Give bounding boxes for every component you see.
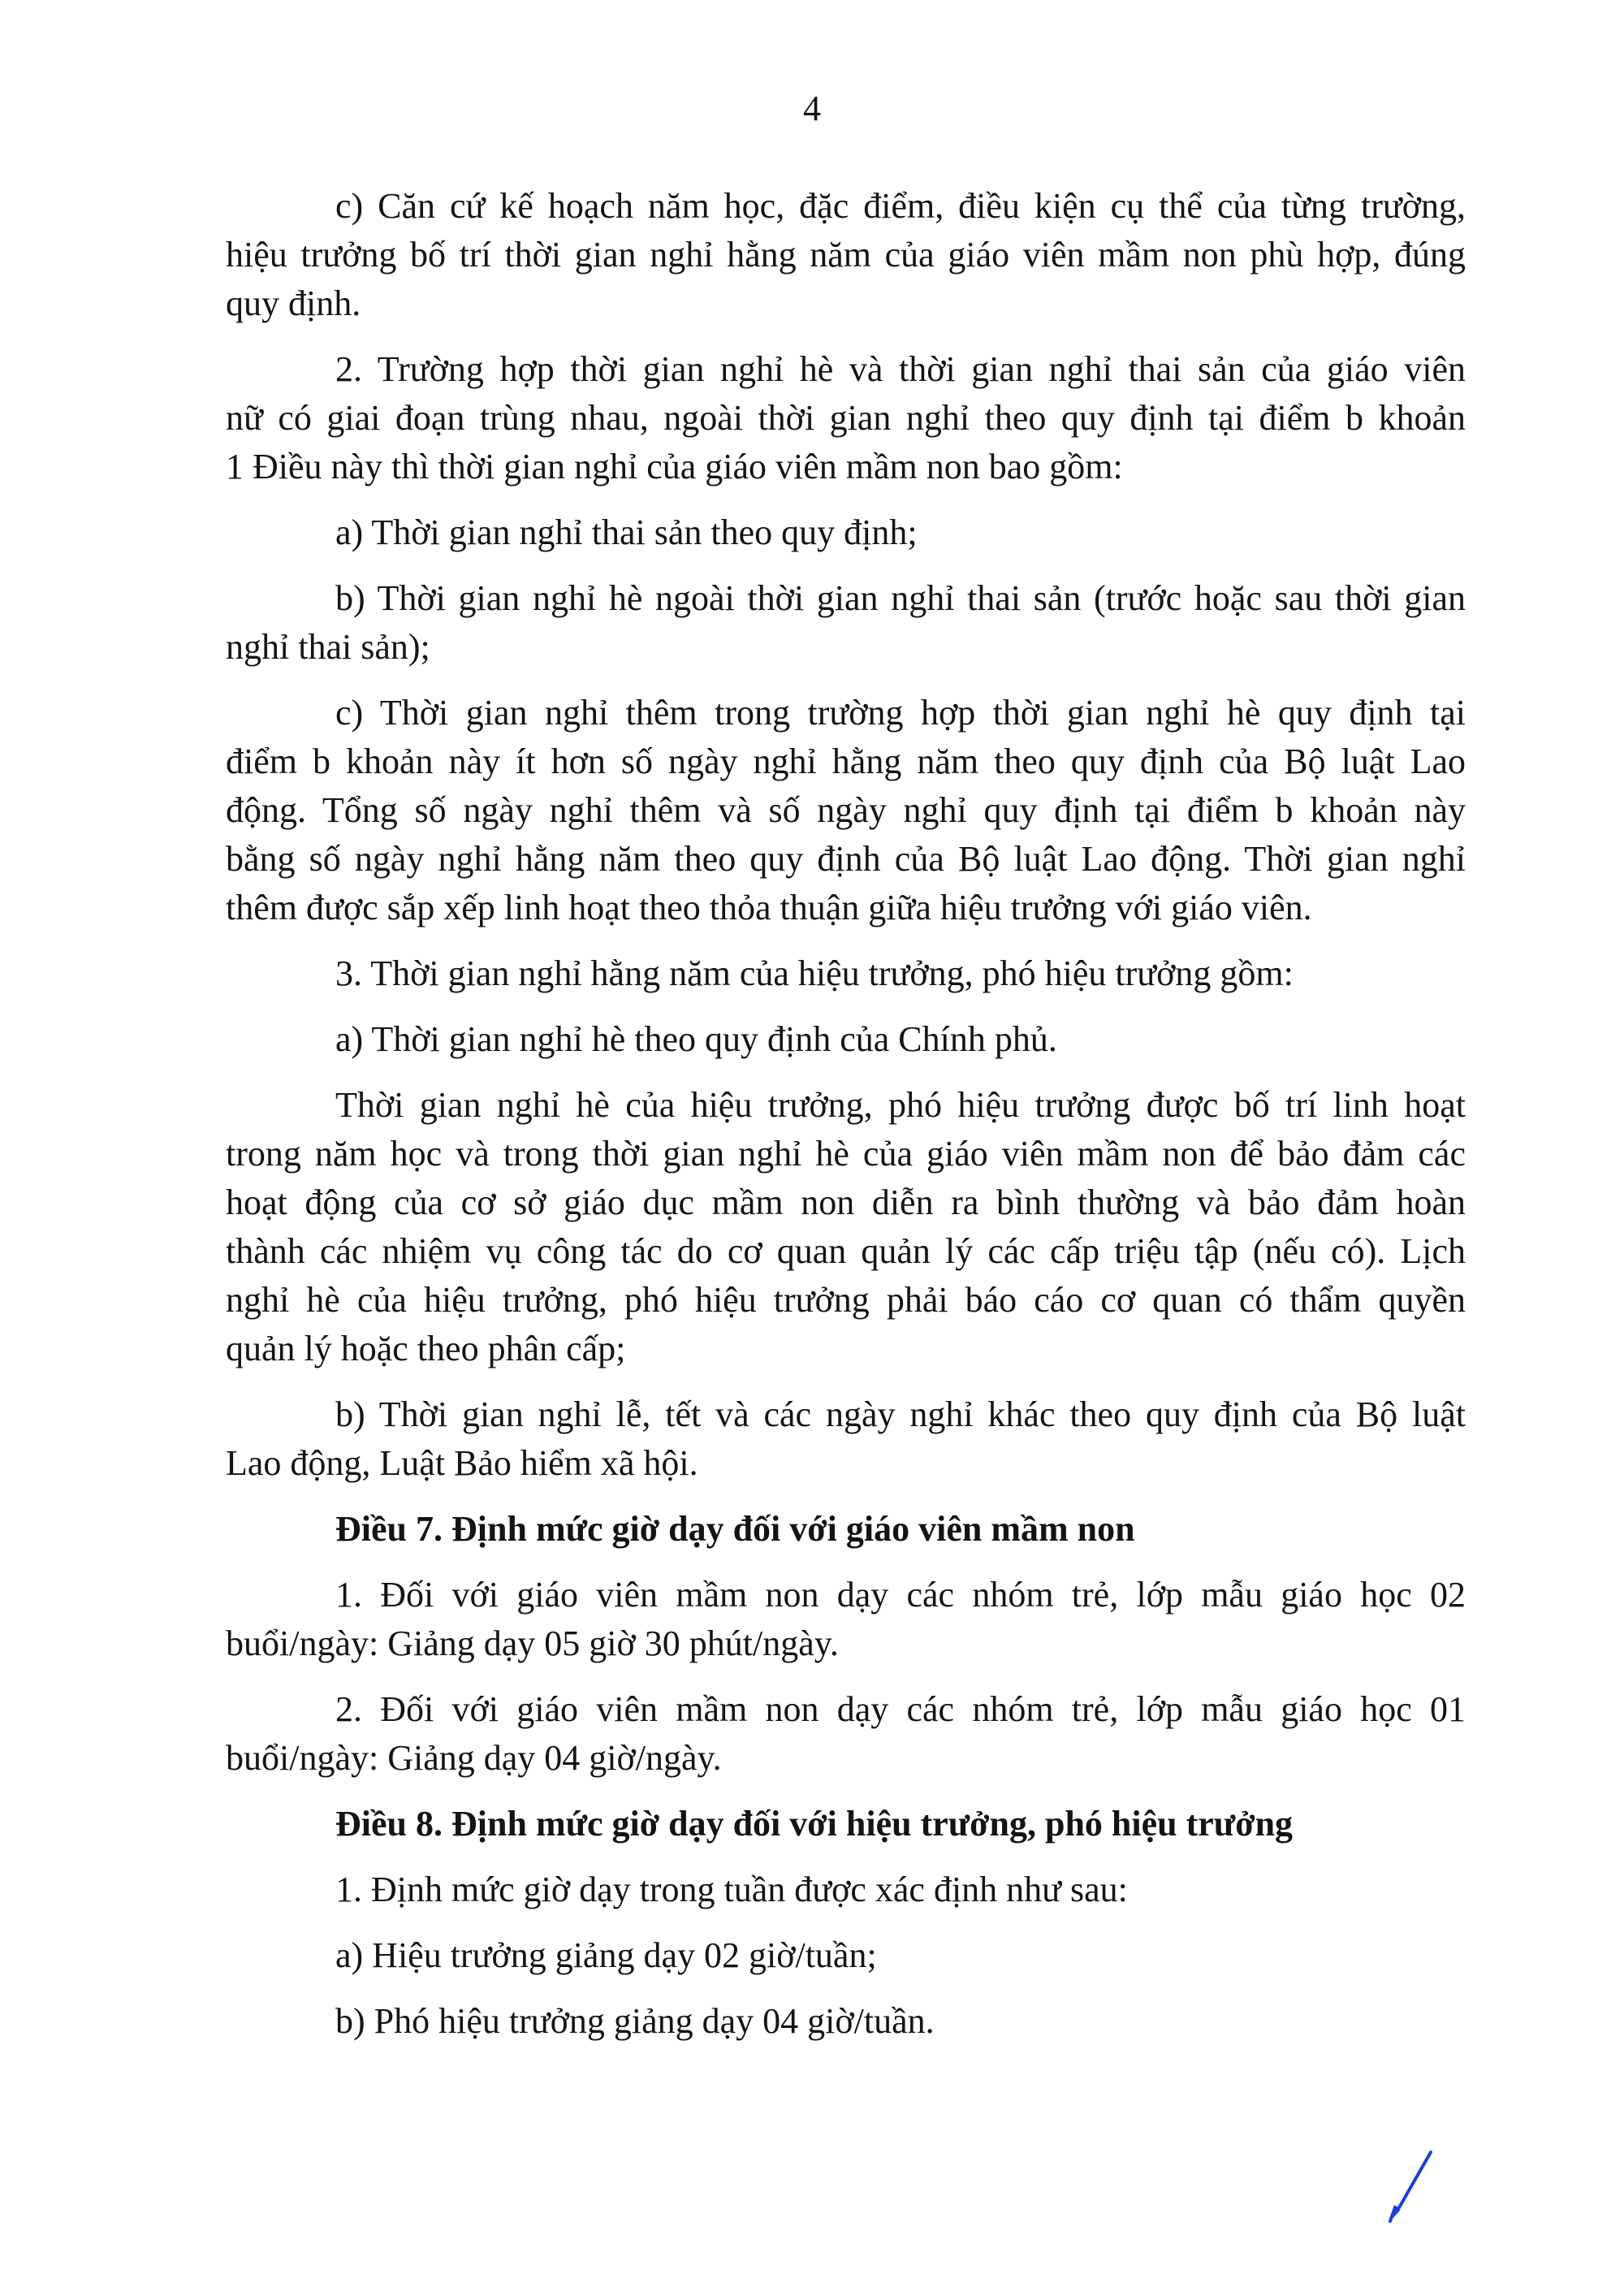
text-line: 1. Định mức giờ dạy trong tuần được xác định như sau: xyxy=(335,1870,1128,1909)
text-line: b) Phó hiệu trưởng giảng dạy 04 giờ/tuần. xyxy=(335,2001,935,2041)
paragraph xyxy=(226,1571,1466,1668)
paragraph xyxy=(226,574,1466,672)
text-line: hoạt động của cơ sở giáo dục mầm non diễn ra bình thường và bảo đảm hoàn xyxy=(226,1182,1466,1222)
paragraph xyxy=(226,345,1466,491)
text-line: 2. Đối với giáo viên mầm non dạy các nhóm trẻ, lớp mẫu giáo học 01 xyxy=(335,1689,1466,1729)
text-line: quản lý hoặc theo phân cấp; xyxy=(226,1329,626,1368)
text-line: Thời gian nghỉ hè của hiệu trưởng, phó hiệu trưởng được bố trí linh hoạt xyxy=(335,1085,1466,1125)
article-heading xyxy=(226,1505,1466,1554)
paragraph xyxy=(226,1081,1466,1373)
text-line: a) Thời gian nghỉ hè theo quy định của Chính phủ. xyxy=(335,1019,1057,1059)
paragraph xyxy=(226,182,1466,328)
text-line: điểm b khoản này ít hơn số ngày nghỉ hằng năm theo quy định của Bộ luật Lao xyxy=(226,741,1466,781)
text-line: Điều 7. Định mức giờ dạy đối với giáo viên mầm non xyxy=(335,1509,1135,1549)
paragraph xyxy=(226,1015,1466,1064)
paragraph xyxy=(226,1931,1466,1980)
text-line: 2. Trường hợp thời gian nghỉ hè và thời gian nghỉ thai sản của giáo viên xyxy=(335,349,1466,389)
paragraph xyxy=(226,949,1466,998)
text-line: c) Thời gian nghỉ thêm trong trường hợp thời gian nghỉ hè quy định tại xyxy=(335,693,1466,733)
paragraph xyxy=(226,689,1466,932)
text-line: trong năm học và trong thời gian nghỉ hè của giáo viên mầm non để bảo đảm các xyxy=(226,1134,1466,1174)
text-line: hiệu trưởng bố trí thời gian nghỉ hằng năm của giáo viên mầm non phù hợp, đúng xyxy=(226,235,1466,275)
text-line: 1 Điều này thì thời gian nghỉ của giáo viên mầm non bao gồm: xyxy=(226,447,1123,486)
text-line: nghỉ thai sản); xyxy=(226,627,430,667)
text-line: nữ có giai đoạn trùng nhau, ngoài thời gian nghỉ theo quy định tại điểm b khoản xyxy=(226,398,1466,438)
paragraph xyxy=(226,1997,1466,2046)
text-line: động. Tổng số ngày nghỉ thêm và số ngày nghỉ quy định tại điểm b khoản này xyxy=(226,790,1466,830)
text-line: bằng số ngày nghỉ hằng năm theo quy định của Bộ luật Lao động. Thời gian nghỉ xyxy=(226,839,1466,879)
text-line: b) Thời gian nghỉ hè ngoài thời gian nghỉ thai sản (trước hoặc sau thời gian xyxy=(335,578,1466,618)
paragraph xyxy=(226,1685,1466,1783)
text-line: buổi/ngày: Giảng dạy 04 giờ/ngày. xyxy=(226,1738,722,1778)
paragraph xyxy=(226,1390,1466,1488)
document-body xyxy=(226,182,1466,2063)
text-line: buổi/ngày: Giảng dạy 05 giờ 30 phút/ngày. xyxy=(226,1623,839,1663)
paragraph xyxy=(226,1865,1466,1914)
text-line: quy định. xyxy=(226,283,361,323)
text-line: nghỉ hè của hiệu trưởng, phó hiệu trưởng phải báo cáo cơ quan có thẩm quyền xyxy=(226,1280,1466,1320)
page-number: 4 xyxy=(803,89,821,128)
text-line: 1. Đối với giáo viên mầm non dạy các nhóm trẻ, lớp mẫu giáo học 02 xyxy=(335,1575,1466,1615)
text-line: Điều 8. Định mức giờ dạy đối với hiệu trưởng, phó hiệu trưởng xyxy=(335,1804,1294,1844)
text-line: thành các nhiệm vụ công tác do cơ quan quản lý các cấp triệu tập (nếu có). Lịch xyxy=(226,1231,1466,1271)
handwritten-checkmark-icon xyxy=(1380,2144,1445,2233)
text-line: a) Thời gian nghỉ thai sản theo quy định; xyxy=(335,512,918,552)
text-line: Lao động, Luật Bảo hiểm xã hội. xyxy=(226,1443,698,1483)
text-line: 3. Thời gian nghỉ hằng năm của hiệu trưởng, phó hiệu trưởng gồm: xyxy=(335,953,1294,993)
text-line: a) Hiệu trưởng giảng dạy 02 giờ/tuần; xyxy=(335,1935,877,1975)
text-line: thêm được sắp xếp linh hoạt theo thỏa thuận giữa hiệu trưởng với giáo viên. xyxy=(226,888,1312,927)
paragraph xyxy=(226,508,1466,557)
article-heading xyxy=(226,1800,1466,1848)
text-line: c) Căn cứ kế hoạch năm học, đặc điểm, điều kiện cụ thể của từng trường, xyxy=(335,186,1466,226)
text-line: b) Thời gian nghỉ lễ, tết và các ngày nghỉ khác theo quy định của Bộ luật xyxy=(335,1394,1466,1434)
